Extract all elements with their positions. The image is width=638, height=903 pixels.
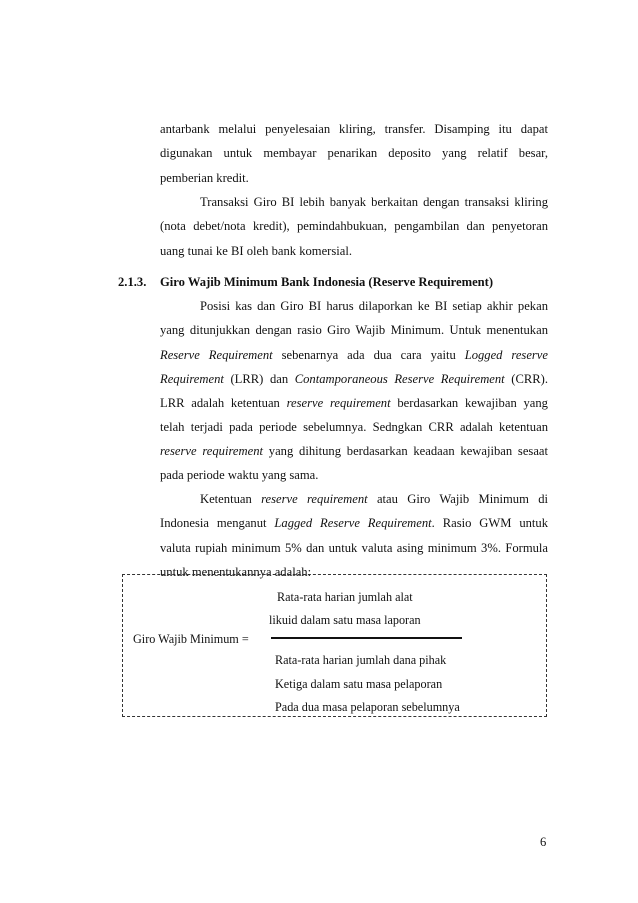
formula-denominator-line: Rata-rata harian jumlah dana pihak [275,653,447,667]
section-number: 2.1.3. [118,275,147,289]
text-line: pemberian kredit. [160,171,249,185]
text-line: pada periode waktu yang sama. [160,468,319,482]
text-line: untuk menentukannya adalah: [160,565,312,579]
text-line: antarbank melalui penyelesaian kliring, transfer. Disamping itu dapat [160,122,548,136]
text-line: LRR adalah ketentuan reserve requirement berdasarkan kewajiban yang [160,396,548,410]
formula-numerator-line: Rata-rata harian jumlah alat [277,590,413,604]
text-line: uang tunai ke BI oleh bank komersial. [160,244,353,258]
text-line: Indonesia menganut Lagged Reserve Requirement. Rasio GWM untuk [160,516,549,530]
fraction-bar [271,637,462,639]
text-line: (nota debet/nota kredit), pemindahbukuan, pengambilan dan penyetoran [160,219,548,233]
text-line: Ketentuan reserve requirement atau Giro Wajib Minimum di [200,492,548,506]
formula-denominator-line: Pada dua masa pelaporan sebelumnya [275,700,460,714]
text-line: Posisi kas dan Giro BI harus dilaporkan ke BI setiap akhir pekan [200,299,548,313]
text-line: yang ditunjukkan dengan rasio Giro Wajib Minimum. Untuk menentukan [160,323,548,337]
section-title: Giro Wajib Minimum Bank Indonesia (Reserve Requirement) [160,275,494,289]
text-line: digunakan untuk membayar penarikan deposito yang relatif besar, [160,146,548,160]
formula-lhs: Giro Wajib Minimum = [133,632,249,646]
text-line: Transaksi Giro BI lebih banyak berkaitan dengan transaksi kliring [200,195,548,209]
formula-numerator-line: likuid dalam satu masa laporan [269,613,421,627]
text-line: telah terjadi pada periode sebelumnya. Sedngkan CRR adalah ketentuan [160,420,548,434]
formula-denominator-line: Ketiga dalam satu masa pelaporan [275,677,443,691]
text-line: Reserve Requirement sebenarnya ada dua cara yaitu Logged reserve [160,348,548,362]
page-number: 6 [540,835,547,849]
text-line: valuta rupiah minimum 5% dan untuk valuta asing minimum 3%. Formula [160,541,548,555]
text-line: reserve requirement yang dihitung berdasarkan keadaan kewajiban sesaat [160,444,548,458]
text-line: Requirement (LRR) dan Contamporaneous Reserve Requirement (CRR). [160,372,549,386]
